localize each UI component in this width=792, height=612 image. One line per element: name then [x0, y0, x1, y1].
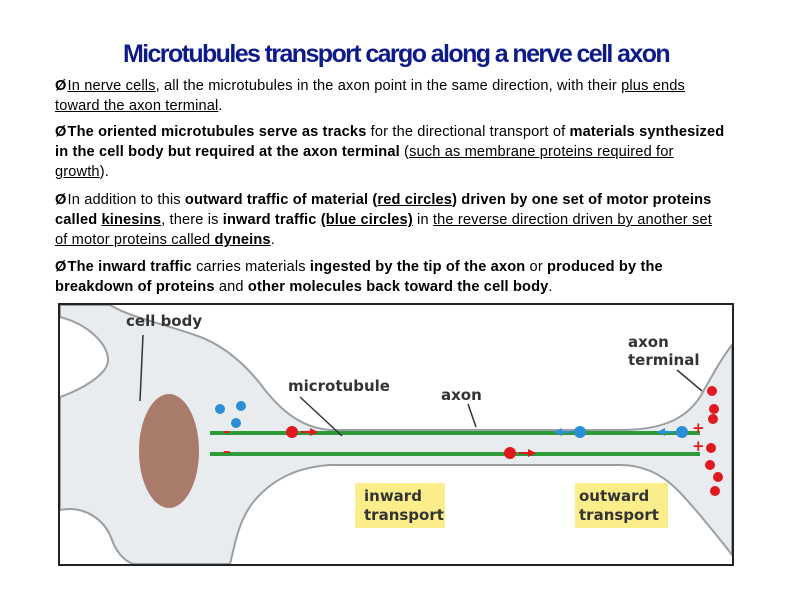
- text-segment: The oriented microtubules serve as tracks: [67, 124, 367, 140]
- outward-cargo-dot: [286, 426, 298, 438]
- label-outward-line2: transport: [579, 506, 659, 524]
- inward-cargo-dot: [231, 418, 241, 428]
- page-title: Microtubules transport cargo along a nerve cell axon: [122, 40, 670, 68]
- text-segment: produced by the breakdown of proteins: [55, 259, 663, 295]
- text-segment: or: [525, 259, 548, 275]
- arrow-bullet-icon: Ø: [55, 124, 67, 140]
- pointer-axon: [468, 404, 476, 427]
- neuron-diagram-svg: [60, 305, 732, 564]
- text-segment: outward traffic of material (: [184, 192, 378, 208]
- outward-cargo-dot: [708, 414, 718, 424]
- plus-end-upper: +: [692, 419, 705, 437]
- label-axon-terminal-line2: terminal: [628, 351, 700, 369]
- text-segment: kinesins: [101, 212, 162, 228]
- outward-cargo-dot: [705, 460, 715, 470]
- text-segment: other molecules back toward the cell body: [247, 279, 549, 295]
- text-segment: ).: [99, 164, 109, 180]
- arrow-bullet-icon: Ø: [55, 259, 67, 275]
- minus-end-lower: –: [223, 442, 231, 460]
- label-inward-line1: inward: [364, 487, 422, 505]
- text-segment: ingested by the tip of the axon: [309, 259, 526, 275]
- text-segment: (blue circles): [320, 212, 413, 228]
- plus-end-lower: +: [692, 437, 705, 455]
- pointer-axon-terminal: [677, 370, 702, 391]
- text-segment: (: [399, 144, 410, 160]
- text-segment: and: [214, 279, 248, 295]
- paragraph-3: [55, 190, 725, 250]
- label-outward-line1: outward: [579, 487, 650, 505]
- text-segment: materials synthesized in the cell body but required at the axon terminal: [55, 124, 725, 160]
- neuron-diagram: [58, 303, 734, 566]
- outward-cargo-dot: [706, 443, 716, 453]
- label-axon: axon: [441, 386, 482, 404]
- text-segment: plus ends toward the axon terminal: [55, 78, 685, 114]
- label-inward-line2: transport: [364, 506, 444, 524]
- text-segment: The inward traffic: [67, 259, 192, 275]
- text-segment: such as membrane proteins required for growth: [55, 144, 674, 180]
- text-segment: .: [270, 232, 275, 248]
- text-segment: red circles: [377, 192, 453, 208]
- inward-cargo-dot: [574, 426, 586, 438]
- text-segment: , there is: [161, 212, 223, 228]
- text-segment: in: [412, 212, 433, 228]
- arrow-bullet-icon: Ø: [55, 192, 67, 208]
- text-segment: inward traffic: [222, 212, 321, 228]
- arrow-bullet-icon: Ø: [55, 78, 67, 94]
- text-segment: , with their: [548, 78, 622, 94]
- label-microtubule: microtubule: [288, 377, 390, 395]
- text-segment: In addition to this: [67, 192, 185, 208]
- paragraph-2: [55, 122, 725, 182]
- outward-cargo-dot: [504, 447, 516, 459]
- inward-cargo-dot: [676, 426, 688, 438]
- text-segment: .: [548, 279, 553, 295]
- label-cell-body: cell body: [126, 312, 203, 330]
- text-segment: carries materials: [191, 259, 310, 275]
- text-segment: ) driven by one set of motor proteins called: [55, 192, 712, 228]
- paragraph-1: [55, 76, 725, 116]
- inward-cargo-dot: [236, 401, 246, 411]
- outward-cargo-dot: [713, 472, 723, 482]
- text-segment: for the directional transport of: [366, 124, 570, 140]
- outward-cargo-dot: [710, 486, 720, 496]
- nucleus: [139, 394, 199, 508]
- outward-cargo-dot: [707, 386, 717, 396]
- text-segment: In nerve cells: [67, 78, 156, 94]
- text-segment: .: [218, 98, 223, 114]
- outward-cargo-dot: [709, 404, 719, 414]
- inward-cargo-dot: [215, 404, 225, 414]
- text-segment: , all the microtubules in the axon point in the same direction: [155, 78, 549, 94]
- minus-end-upper: –: [223, 422, 231, 440]
- text-segment: dyneins: [214, 232, 271, 248]
- paragraph-4: [55, 257, 725, 297]
- label-axon-terminal-line1: axon: [628, 333, 669, 351]
- text-segment: the reverse direction driven by another set of motor proteins called: [55, 212, 712, 248]
